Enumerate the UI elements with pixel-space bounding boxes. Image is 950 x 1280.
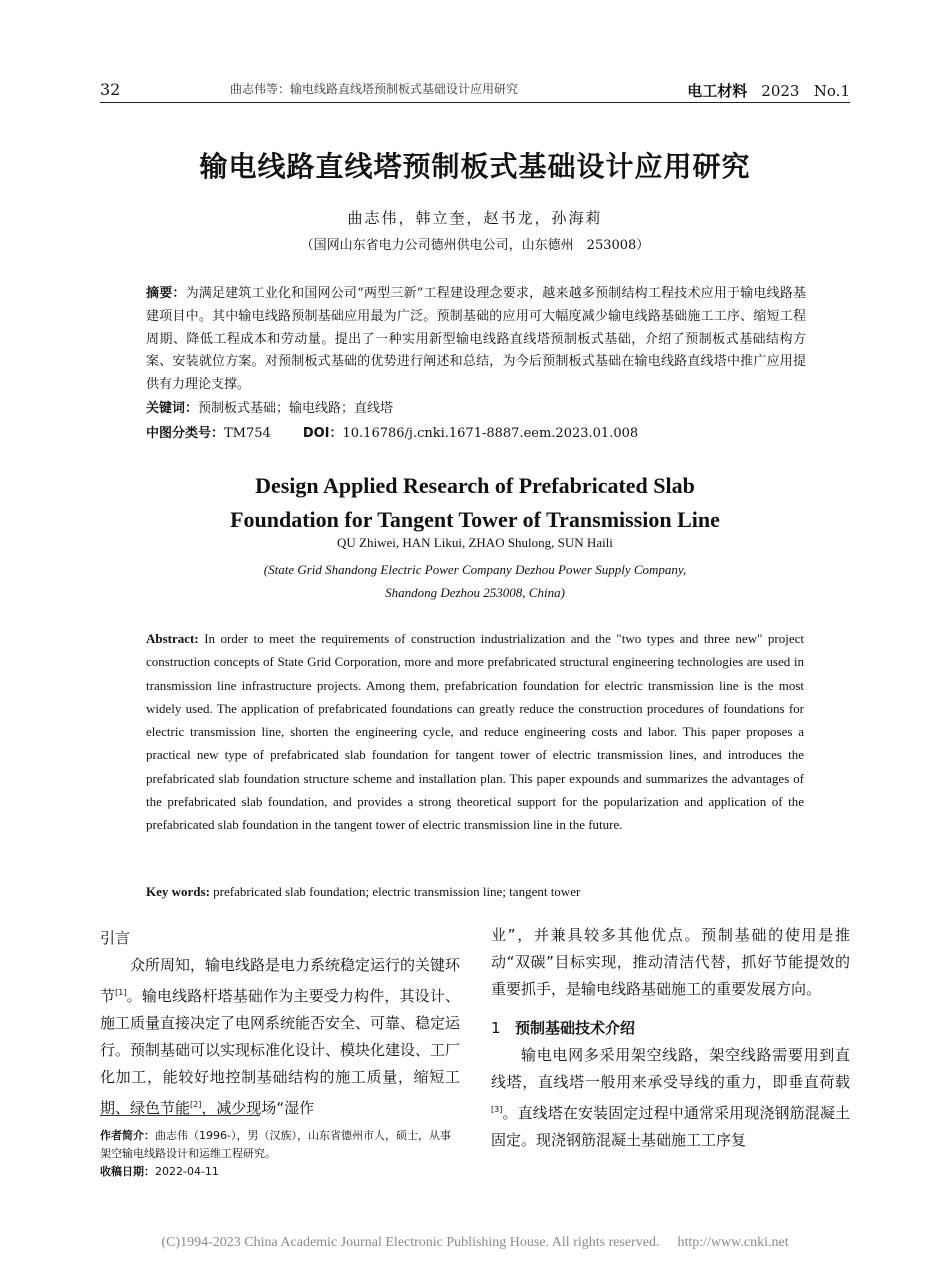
- keywords-label: 关键词：: [146, 401, 199, 416]
- running-title: 曲志伟等：输电线路直线塔预制板式基础设计应用研究: [230, 82, 519, 96]
- doi-label: DOI：: [302, 426, 343, 441]
- section-1-text-a: 输电电网多采用架空线路，架空线路需要用到直线塔，直线塔一般用来承受导线的重力，即垂直荷载: [491, 1046, 850, 1091]
- body-left-column: [100, 925, 460, 1122]
- received-label: 收稿日期：: [100, 1165, 155, 1178]
- english-abstract-label: Abstract:: [146, 631, 199, 646]
- english-affiliation: [0, 558, 950, 604]
- copyright-text: (C)1994-2023 China Academic Journal Electronic Publishing House. All rights reserved.: [161, 1235, 660, 1250]
- english-abstract-text: In order to meet the requirements of construction industrialization and the "two types and three new" project construction concepts of State Grid Corporation, more and more prefabricated structural engineering technologies are used in transmission line infrastructure projects. Among them, prefabrication foundation for electric transmission line is the most widely used. The application of prefabricated foundations can greatly reduce the construction procedures of foundations for electric transmission line, shorten the engineering cycle, and reduce engineering costs and labor. This paper proposes a practical new type of prefabricated slab foundation for tangent tower of electric transmission lines, and introduces the prefabricated slab foundation structure scheme and installation plan. This paper expounds and summarizes the advantages of the prefabricated slab foundation, and provides a strong theoretical support for the popularization and application of the prefabricated slab foundation in the tangent tower of electric transmission line in the future.: [146, 631, 804, 833]
- intro-text-c: ，减少现场“湿作: [201, 1099, 315, 1117]
- intro-text-a: 众所周知，输电线路是电力系统稳定运行的关键环节: [100, 956, 461, 1005]
- page-number: 32: [100, 80, 121, 99]
- classification-line: [146, 422, 638, 441]
- author-note: [100, 1127, 460, 1181]
- chinese-keywords: [146, 397, 393, 416]
- citation-3[interactable]: [3]: [491, 1105, 503, 1114]
- author-bio-text: 曲志伟（1996-），男（汉族），山东省德州市人，硕士，从事架空输电线路设计和运维工程研究。: [100, 1129, 451, 1160]
- section-1-text-b: 。直线塔在安装固定过程中通常采用现浇钢筋混凝土固定。现浇钢筋混凝土基础施工工序复: [491, 1104, 850, 1149]
- cnki-link[interactable]: http://www.cnki.net: [677, 1235, 789, 1250]
- english-keywords-label: Key words:: [146, 884, 210, 899]
- chinese-authors: 曲志伟，韩立奎，赵书龙，孙海莉: [347, 209, 603, 227]
- intro-continued: 业”，并兼具较多其他优点。预制基础的使用是推动“双碳”目标实现，推动清洁代替，抓好节能提效的重要抓手，是输电线路基础施工的重要发展方向。: [491, 926, 850, 998]
- author-bio: [100, 1127, 460, 1163]
- journal-name: 电工材料: [687, 82, 748, 100]
- received-value: 2022-04-11: [155, 1165, 219, 1178]
- intro-paragraph: [100, 952, 460, 1122]
- section-1-heading: [491, 1015, 850, 1042]
- english-abstract: [146, 627, 804, 837]
- journal-issue: No.1: [813, 82, 850, 100]
- classification-label: 中图分类号：: [146, 426, 225, 441]
- english-title: [0, 469, 950, 537]
- chinese-abstract: [146, 283, 806, 397]
- citation-1[interactable]: [1]: [115, 988, 127, 997]
- body-right-column: [491, 922, 850, 1154]
- section-1-paragraph: [491, 1042, 850, 1154]
- classification-value: TM754: [224, 426, 271, 441]
- doi-value: 10.16786/j.cnki.1671-8887.eem.2023.01.008: [342, 426, 639, 441]
- chinese-affiliation: （国网山东省电力公司德州供电公司，山东德州 253008）: [300, 238, 650, 253]
- english-keywords-text: prefabricated slab foundation; electric transmission line; tangent tower: [209, 884, 581, 899]
- english-title-line1: Design Applied Research of Prefabricated Slab: [255, 473, 695, 498]
- english-title-line2: Foundation for Tangent Tower of Transmission Line: [230, 507, 720, 532]
- footnote-divider: [100, 1115, 260, 1116]
- section-1-title: 预制基础技术介绍: [515, 1019, 636, 1037]
- section-1-number: 1: [491, 1019, 501, 1037]
- copyright-footer: [0, 1235, 950, 1251]
- author-bio-label: 作者简介：: [100, 1129, 155, 1142]
- english-affiliation-line2: Shandong Dezhou 253008, China): [385, 585, 565, 600]
- keywords-text: 预制板式基础；输电线路；直线塔: [198, 401, 394, 416]
- abstract-label: 摘要：: [146, 286, 186, 301]
- chinese-title: 输电线路直线塔预制板式基础设计应用研究: [199, 150, 751, 183]
- intro-heading: 引言: [100, 929, 131, 947]
- journal-year: 2023: [761, 82, 800, 100]
- journal-info: [687, 80, 850, 101]
- abstract-text: 为满足建筑工业化和国网公司“两型三新”工程建设理念要求，越来越多预制结构工程技术应用于输电线路基建项目中。其中输电线路预制基础应用最为广泛。预制基础的应用可大幅度减少输电线路基础施工工序、缩短工程周期、降低工程成本和劳动量。提出了一种实用新型输电线路直线塔预制板式基础，介绍了预制板式基础结构方案、安装就位方案。对预制板式基础的优势进行阐述和总结，为今后预制板式基础在输电线路直线塔中推广应用提供有力理论支撑。: [146, 286, 806, 393]
- english-affiliation-line1: (State Grid Shandong Electric Power Company Dezhou Power Supply Company,: [263, 562, 687, 577]
- received-date: [100, 1163, 460, 1181]
- citation-2[interactable]: [2]: [190, 1100, 202, 1109]
- english-authors: QU Zhiwei, HAN Likui, ZHAO Shulong, SUN Haili: [337, 535, 613, 550]
- page-header: [100, 80, 850, 103]
- intro-text-b: 。输电线路杆塔基础作为主要受力构件，其设计、施工质量直接决定了电网系统能否安全、可靠、稳定运行。预制基础可以实现标准化设计、模块化建设、工厂化加工，能较好地控制基础结构的施工质量，缩短工期、绿色节能: [100, 987, 461, 1117]
- english-keywords: [146, 884, 580, 900]
